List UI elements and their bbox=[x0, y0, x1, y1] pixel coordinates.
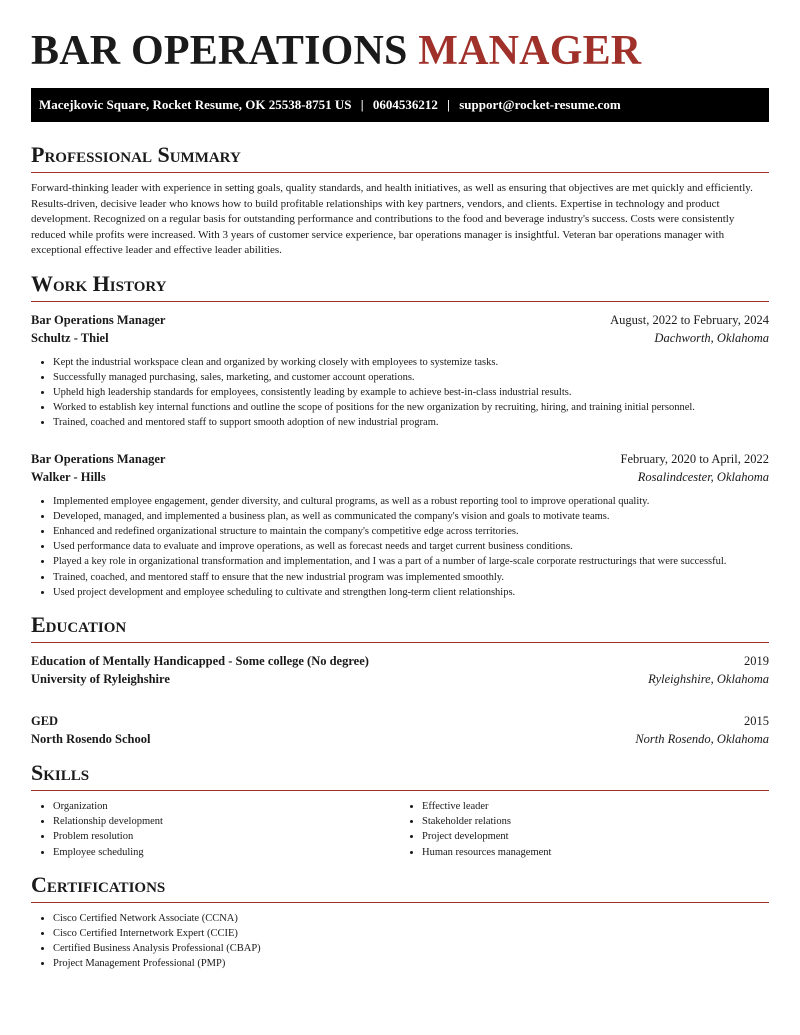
education-school: North Rosendo School bbox=[31, 731, 151, 746]
skill-item: • Project development bbox=[422, 829, 769, 844]
education-year: 2015 bbox=[744, 713, 769, 728]
job-dates: August, 2022 to February, 2024 bbox=[610, 312, 769, 327]
job-bullet: • Trained, coached, and mentored staff to ensure that the new industrial program was implemented smoothly. bbox=[53, 570, 769, 585]
contact-phone: 0604536212 bbox=[372, 97, 438, 112]
work-history-heading: Work History bbox=[31, 273, 769, 302]
skills-column-left bbox=[31, 799, 400, 860]
job-bullet: • Kept the industrial workspace clean and organized by working closely with employees to systemize tasks. bbox=[53, 355, 769, 370]
job-bullet: • Developed, managed, and implemented a business plan, as well as communicated the company's vision and goals to motivate teams. bbox=[53, 509, 769, 524]
certification-item: • Cisco Certified Network Associate (CCNA) bbox=[53, 911, 769, 926]
contact-address: Macejkovic Square, Rocket Resume, OK 25538-8751 US bbox=[39, 97, 352, 112]
skills-list bbox=[31, 799, 769, 860]
education-school: University of Ryleighshire bbox=[31, 671, 170, 686]
job-entry bbox=[31, 450, 769, 600]
skill-item: • Human resources management bbox=[422, 845, 769, 860]
contact-email[interactable]: support@rocket-resume.com bbox=[459, 97, 621, 112]
education-degree: Education of Mentally Handicapped - Some college (No degree) bbox=[31, 653, 369, 668]
summary-heading: Professional Summary bbox=[31, 144, 769, 173]
job-bullets bbox=[31, 494, 769, 600]
contact-separator: | bbox=[360, 97, 364, 112]
education-location: Ryleighshire, Oklahoma bbox=[648, 671, 769, 686]
skills-heading: Skills bbox=[31, 762, 769, 791]
skill-item: • Employee scheduling bbox=[53, 845, 400, 860]
job-bullet: • Used project development and employee scheduling to cultivate and strengthen long-term client relationships. bbox=[53, 585, 769, 600]
education-year: 2019 bbox=[744, 653, 769, 668]
skills-column-right bbox=[400, 799, 769, 860]
contact-bar bbox=[31, 88, 769, 122]
job-bullets bbox=[31, 355, 769, 431]
job-bullet: • Worked to establish key internal functions and outline the scope of positions for the new organization by recruiting, hiring, and training initial personnel. bbox=[53, 400, 769, 415]
skill-item: • Organization bbox=[53, 799, 400, 814]
job-bullet: • Trained, coached and mentored staff to support smooth adoption of new industrial program. bbox=[53, 415, 769, 430]
education-heading: Education bbox=[31, 614, 769, 643]
education-entry bbox=[31, 652, 769, 688]
skill-item: • Problem resolution bbox=[53, 829, 400, 844]
job-bullet: • Enhanced and redefined organizational structure to maintain the company's competitive edge across territories. bbox=[53, 524, 769, 539]
job-company: Schultz - Thiel bbox=[31, 330, 109, 345]
education-degree: GED bbox=[31, 713, 59, 728]
job-company: Walker - Hills bbox=[31, 469, 106, 484]
skill-item: • Relationship development bbox=[53, 814, 400, 829]
contact-separator: | bbox=[447, 97, 450, 112]
skill-item: • Stakeholder relations bbox=[422, 814, 769, 829]
job-role: Bar Operations Manager bbox=[31, 312, 166, 327]
summary-text: Forward-thinking leader with experience in setting goals, quality standards, and health initiatives, as well as ensuring that objectives are met quickly and efficiently. Results-driven, decisive leader who knows how to build profitable relationships with key partners, vendors, and clients. Expertise in technology and product development. Recognized on a regular basis for outstanding performance and contributions to the food and beverage industry's success. Costs were consistently reduced while profits were increased. With 3 years of customer service experience, bar operations manager is insightful. Veteran bar operations manager with exceptional effective leader and effective leader abilities. bbox=[31, 182, 753, 256]
job-bullet: • Implemented employee engagement, gender diversity, and cultural programs, as well as a robust reporting tool to improve operational quality. bbox=[53, 494, 769, 509]
skill-item: • Effective leader bbox=[422, 799, 769, 814]
job-entry bbox=[31, 311, 769, 431]
education-location: North Rosendo, Oklahoma bbox=[635, 731, 769, 746]
job-dates: February, 2020 to April, 2022 bbox=[620, 451, 769, 466]
title-main: BAR OPERATIONS bbox=[31, 28, 419, 74]
job-bullet: • Successfully managed purchasing, sales, marketing, and customer account operations. bbox=[53, 370, 769, 385]
job-bullet: • Used performance data to evaluate and improve operations, as well as forecast needs and target current business conditions. bbox=[53, 539, 769, 554]
job-role: Bar Operations Manager bbox=[31, 451, 166, 466]
job-bullet: • Played a key role in organizational transformation and implementation, and I was a part of a number of large-scale corporate restructurings that were successful. bbox=[53, 554, 769, 569]
title-accent: MANAGER bbox=[418, 28, 642, 74]
resume-title bbox=[31, 30, 769, 72]
certifications-heading: Certifications bbox=[31, 874, 769, 903]
job-bullet: • Upheld high leadership standards for employees, consistently leading by example to achieve best-in-class industrial results. bbox=[53, 385, 769, 400]
certifications-list bbox=[31, 911, 769, 972]
certification-item: • Cisco Certified Internetwork Expert (CCIE) bbox=[53, 926, 769, 941]
certification-item: • Certified Business Analysis Professional (CBAP) bbox=[53, 941, 769, 956]
education-entry bbox=[31, 712, 769, 748]
job-location: Dachworth, Oklahoma bbox=[654, 330, 769, 345]
job-location: Rosalindcester, Oklahoma bbox=[637, 469, 769, 484]
certification-item: • Project Management Professional (PMP) bbox=[53, 956, 769, 971]
